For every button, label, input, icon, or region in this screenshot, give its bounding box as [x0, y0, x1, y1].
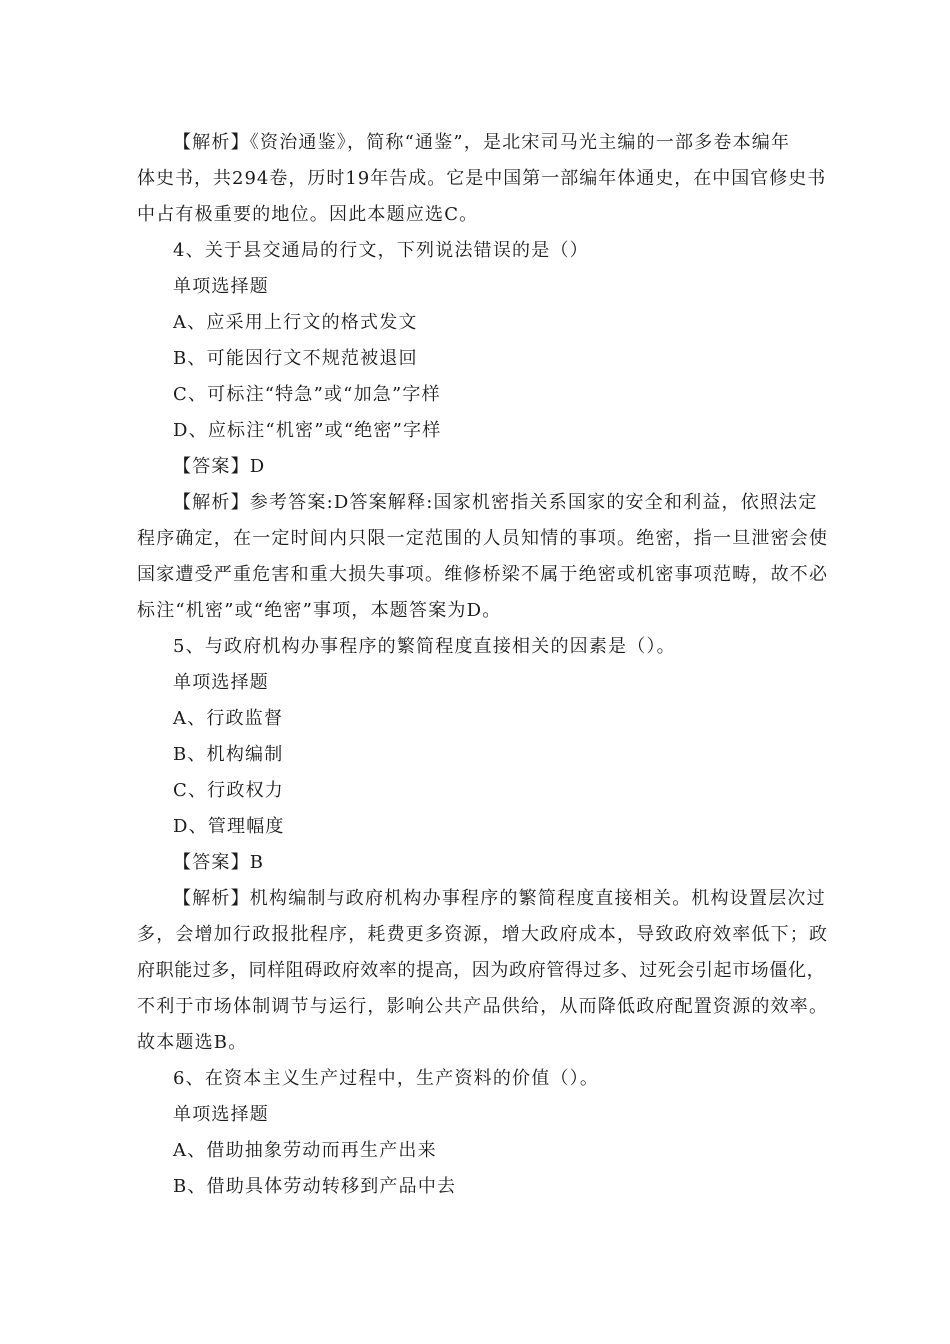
question-5: 5、与政府机构办事程序的繁简程度直接相关的因素是（）。: [173, 636, 676, 657]
question-type: 单项选择题: [173, 276, 269, 297]
text-line: 多，会增加行政报批程序，耗费更多资源，增大政府成本，导致政府效率低下；政: [137, 924, 829, 945]
question-type: 单项选择题: [173, 672, 269, 693]
option-b: B、借助具体劳动转移到产品中去: [173, 1176, 457, 1197]
answer: 【答案】D: [173, 456, 266, 477]
option-c: C、可标注“特急”或“加急”字样: [173, 384, 441, 405]
option-a: A、应采用上行文的格式发文: [173, 312, 418, 333]
answer: 【答案】B: [173, 852, 265, 873]
option-a: A、行政监督: [173, 708, 284, 729]
text-line: 中占有极重要的地位。因此本题应选C。: [137, 204, 479, 225]
text-line: 【解析】参考答案:D答案解释:国家机密指关系国家的安全和利益，依照法定: [173, 492, 818, 513]
option-a: A、借助抽象劳动而再生产出来: [173, 1140, 437, 1161]
text-line: 程序确定，在一定时间内只限一定范围的人员知情的事项。绝密，指一旦泄密会使: [137, 528, 829, 549]
option-d: D、应标注“机密”或“绝密”字样: [173, 420, 442, 441]
analysis-paragraph-3: [137, 125, 831, 233]
text-line: 体史书，共294卷，历时19年告成。它是中国第一部编年体通史，在中国官修史书: [137, 168, 827, 189]
text-line: 【解析】机构编制与政府机构办事程序的繁简程度直接相关。机构设置层次过: [173, 888, 826, 909]
analysis-paragraph-5: [137, 881, 831, 1061]
option-b: B、机构编制: [173, 744, 284, 765]
text-line: 【解析】《资治通鉴》，简称“通鉴”，是北宋司马光主编的一部多卷本编年: [173, 132, 791, 153]
text-line: 不利于市场体制调节与运行，影响公共产品供给，从而降低政府配置资源的效率。: [137, 996, 829, 1017]
text-line: 标注“机密”或“绝密”事项，本题答案为D。: [137, 600, 502, 621]
question-6: 6、在资本主义生产过程中，生产资料的价值（）。: [173, 1068, 600, 1089]
document-page: [137, 125, 831, 1205]
option-c: C、行政权力: [173, 780, 284, 801]
text-line: 府职能过多，同样阻碍政府效率的提高，因为政府管得过多、过死会引起市场僵化，: [137, 960, 826, 981]
option-b: B、可能因行文不规范被退回: [173, 348, 418, 369]
text-line: 故本题选B。: [137, 1032, 248, 1053]
text-line: 国家遭受严重危害和重大损失事项。维修桥梁不属于绝密或机密事项范畴，故不必: [137, 564, 829, 585]
analysis-paragraph-4: [137, 485, 831, 629]
option-d: D、管理幅度: [173, 816, 285, 837]
question-type: 单项选择题: [173, 1104, 269, 1125]
question-4: 4、关于县交通局的行文，下列说法错误的是（）: [173, 240, 589, 261]
